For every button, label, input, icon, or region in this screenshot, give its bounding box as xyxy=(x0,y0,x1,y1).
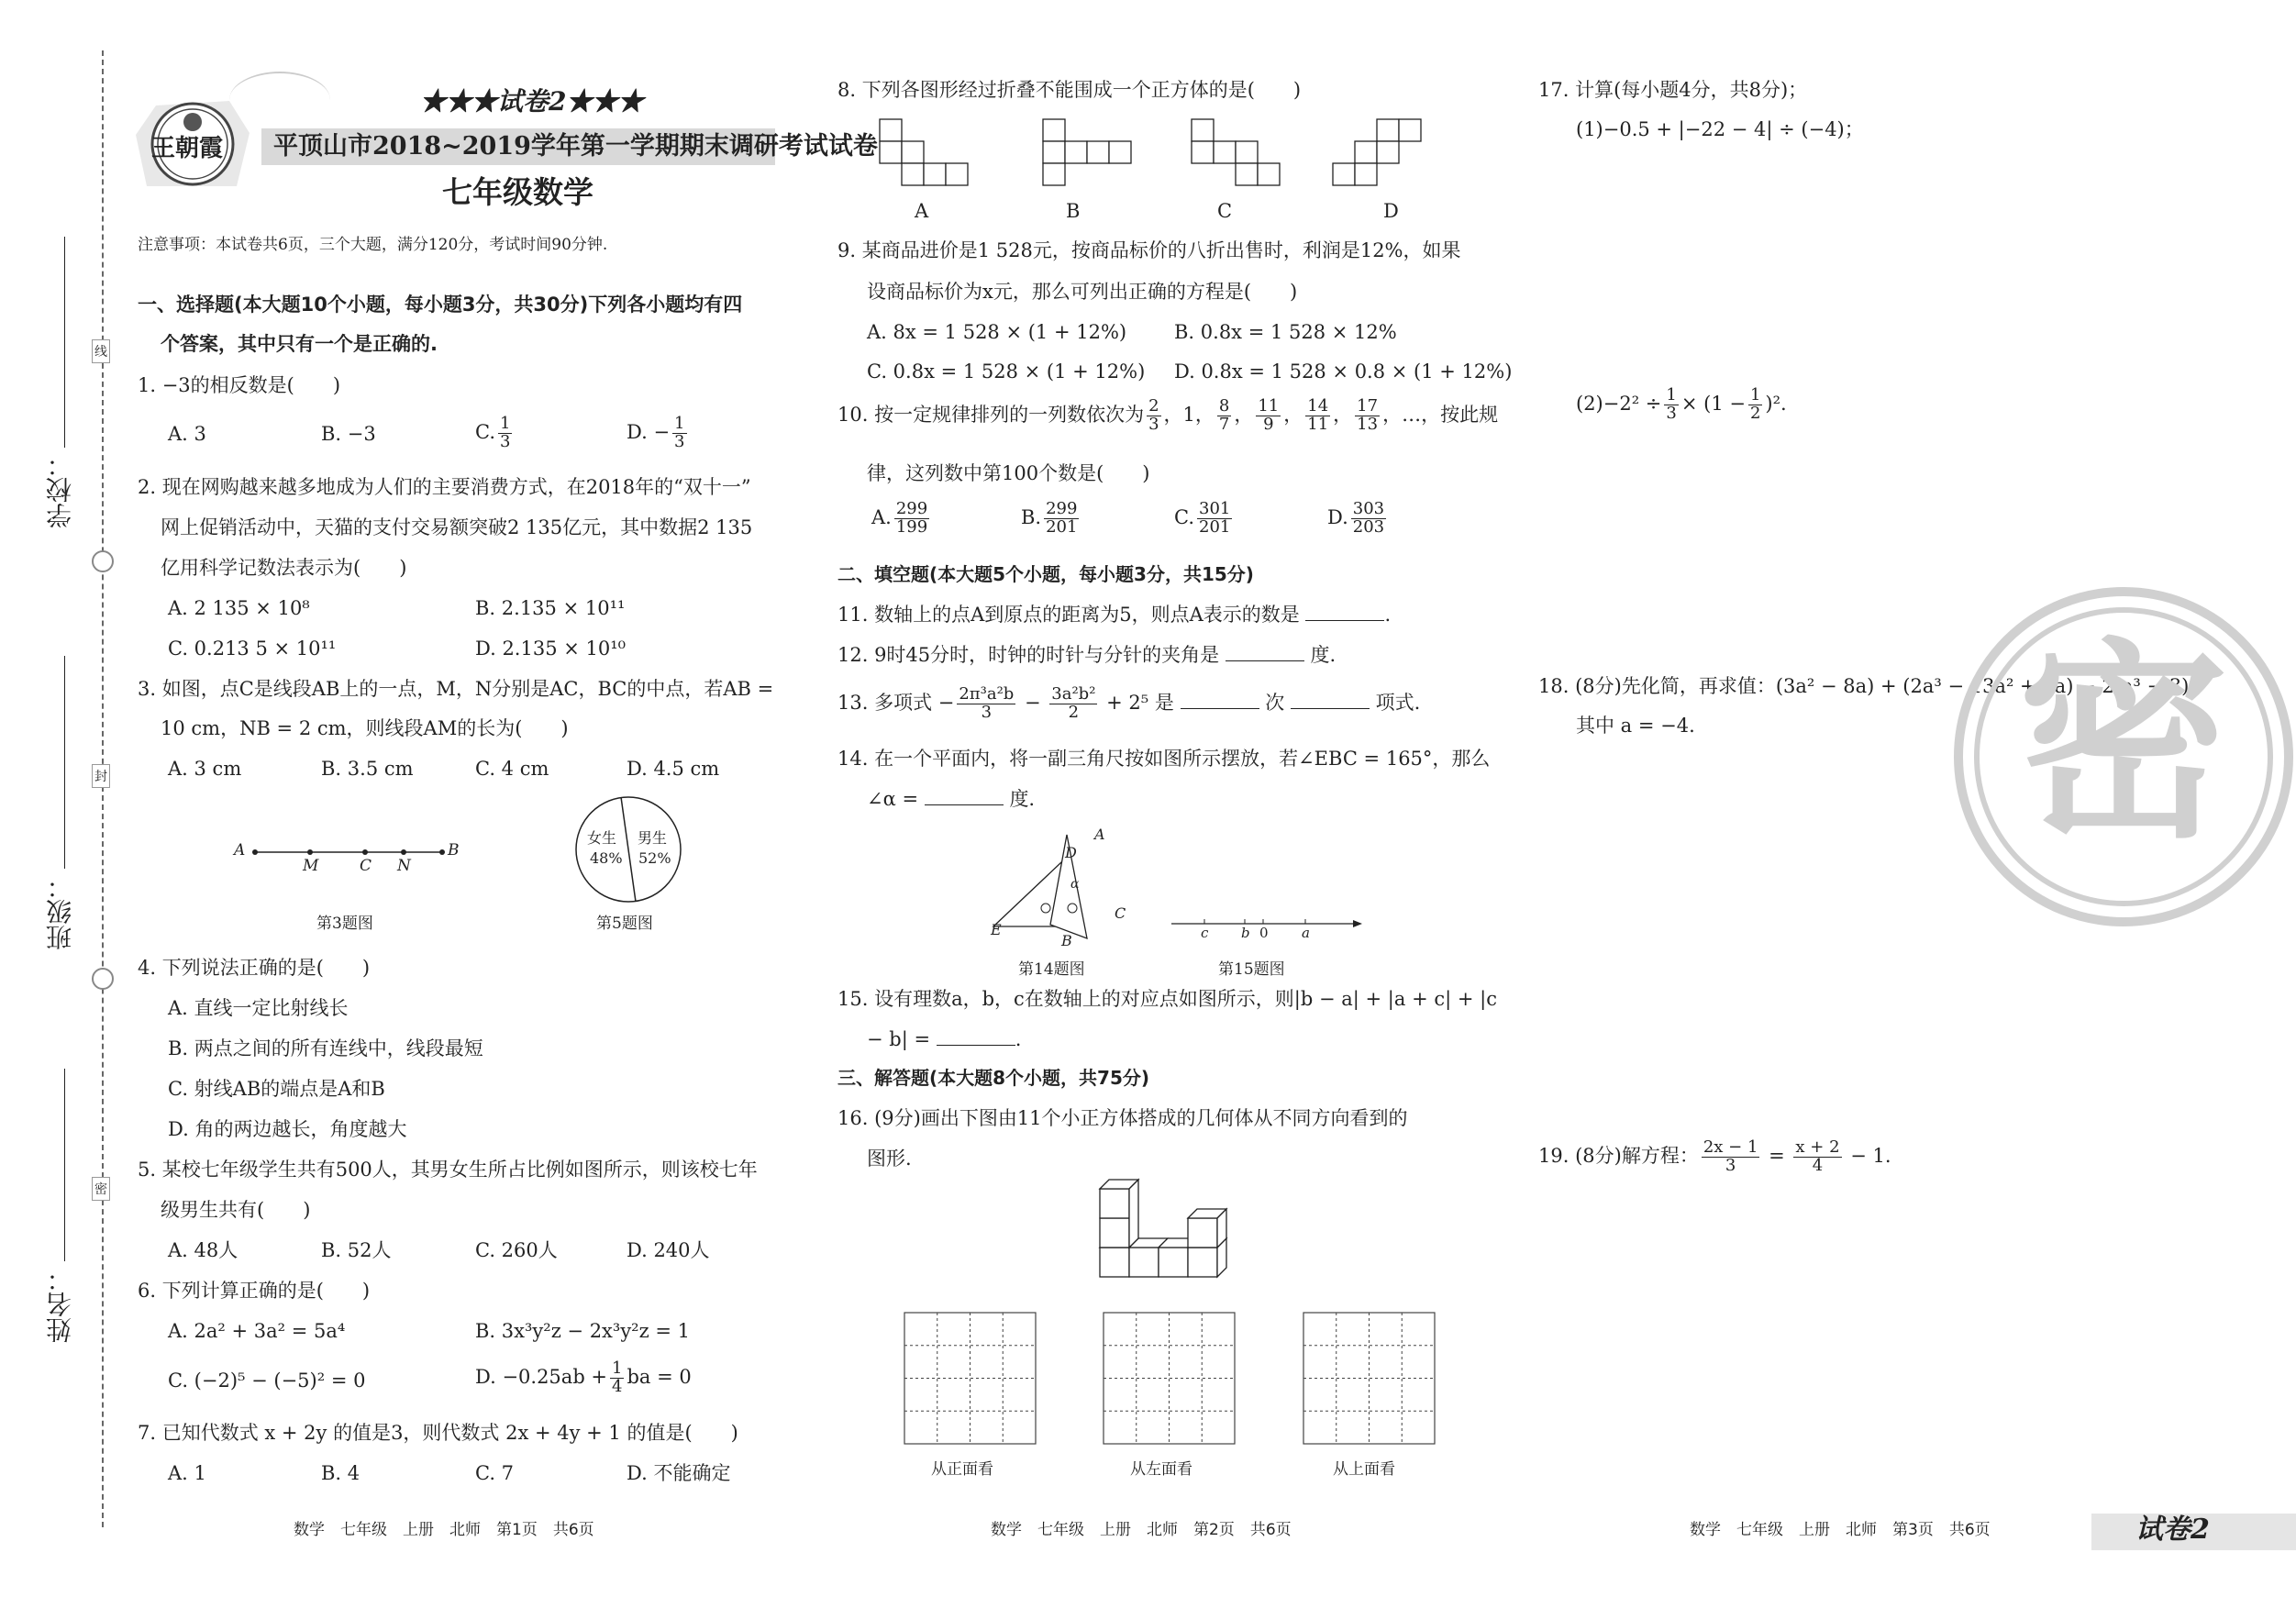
section1-title: 一、选择题(本大题10个小题，每小题3分，共30分)下列各小题均有四 xyxy=(138,294,743,316)
q17-p2-mid: × (1 − xyxy=(1680,392,1746,415)
q12-answer-blank[interactable] xyxy=(1226,644,1304,661)
seal-mark-xian: 线 xyxy=(92,339,110,363)
q3-figure-caption: 第3题图 xyxy=(316,915,373,933)
q3-figure xyxy=(229,835,468,881)
q8-label-a[interactable]: A xyxy=(915,200,929,222)
q16-front-view-grid[interactable] xyxy=(904,1312,1037,1445)
q19 xyxy=(1538,1139,1891,1175)
q2-line1: 2. 现在网购越来越多地成为人们的主要消费方式，在2018年的“双十一” xyxy=(138,476,751,498)
q14-end: 度. xyxy=(1009,788,1036,810)
school-blank xyxy=(64,237,65,448)
q6-d-post: ba = 0 xyxy=(627,1365,692,1388)
q16-line2: 图形. xyxy=(867,1148,912,1170)
q10-d-fraction: $\frac{303}{203}$ xyxy=(1352,499,1385,537)
q11-end: . xyxy=(1384,604,1392,626)
q15-pt-a: a xyxy=(1302,925,1310,941)
q13-pre: 13. 多项式 − xyxy=(837,691,955,714)
q15-pt-0: 0 xyxy=(1259,925,1269,941)
q6-d-fraction: $\frac{1}{4}$ xyxy=(612,1359,623,1396)
q8-label-c[interactable]: C xyxy=(1217,200,1233,222)
q10-seq-1: $\frac{2}{3}$ xyxy=(1148,396,1159,434)
q7-option-c[interactable]: C. 7 xyxy=(475,1462,515,1484)
q14-pt-c: C xyxy=(1115,904,1126,922)
q19-fraction-left: $\frac{2x - 1}{3}$ xyxy=(1703,1137,1758,1175)
q9-option-c[interactable]: C. 0.8x = 1 528 × (1 + 12%) xyxy=(867,360,1146,383)
q5-boy-label: 男生 xyxy=(638,829,668,847)
q3-line2: 10 cm，NB = 2 cm，则线段AM的长为( ) xyxy=(161,717,569,739)
q9-line2: 设商品标价为x元，那么可列出正确的方程是( ) xyxy=(867,281,1298,303)
secret-seal-watermark xyxy=(1954,587,2293,926)
q10-a-fraction: $\frac{299}{199}$ xyxy=(895,499,928,537)
q11-answer-blank[interactable] xyxy=(1305,604,1384,621)
brand-name: 王朝霞 xyxy=(151,135,224,162)
q3-point-a: A xyxy=(234,841,246,859)
q17-fraction-third: $\frac{1}{3}$ xyxy=(1666,385,1677,423)
q10-post: ，…，按此规 xyxy=(1382,403,1499,426)
ribbon-decoration xyxy=(229,72,330,128)
binding-line xyxy=(102,50,104,1527)
q14-line1: 14. 在一个平面内，将一副三角尺按如图所示摆放，若∠EBC = 165°，那么 xyxy=(837,748,1491,770)
q15-number-line xyxy=(1170,913,1371,949)
q16-line1: 16. (9分)画出下图由11个小正方体搭成的几何体从不同方向看到的 xyxy=(837,1107,1408,1129)
q14-alpha: α xyxy=(1070,877,1080,892)
q4-option-a[interactable]: A. 直线一定比射线长 xyxy=(168,997,349,1019)
q16-left-view-label: 从左面看 xyxy=(1130,1460,1192,1479)
q13-blank-terms[interactable] xyxy=(1291,692,1370,709)
q6-option-b[interactable]: B. 3x³y²z − 2x³y²z = 1 xyxy=(475,1320,690,1342)
q1-c-label: C. xyxy=(475,420,495,443)
q1-option-c[interactable] xyxy=(475,416,515,451)
footer-page1: 数学 七年级 上册 北师 第1页 共6页 xyxy=(294,1521,594,1539)
q7-option-b[interactable]: B. 4 xyxy=(321,1462,360,1484)
q15-figure-caption: 第15题图 xyxy=(1218,960,1285,979)
q10-option-d[interactable] xyxy=(1327,501,1389,537)
notice: 注意事项：本试卷共6页，三个大题，满分120分，考试时间90分钟. xyxy=(138,236,608,254)
q15-l2: − b| = xyxy=(867,1028,931,1050)
q4-option-d[interactable]: D. 角的两边越长，角度越大 xyxy=(168,1118,407,1140)
q15-line1: 15. 设有理数a，b，c在数轴上的对应点如图所示，则|b − a| + |a + c| + |c xyxy=(837,988,1497,1010)
q3-point-n: N xyxy=(397,857,411,875)
q14-angle: ∠α = xyxy=(867,788,919,810)
q13: 13. 多项式 − $\frac{\text{2π³a²b}}{3}$ − $\frac{\text{3a²b²}}{2}$ + 2⁵ 是 次 项式. xyxy=(837,684,1421,722)
q10-option-c[interactable] xyxy=(1174,501,1235,537)
q2-line3: 亿用科学记数法表示为( ) xyxy=(161,557,407,579)
exam-title: 平顶山市2018~2019学年第一学期期末调研考试试卷 xyxy=(273,132,878,161)
q5-option-d[interactable]: D. 240人 xyxy=(627,1239,710,1261)
q10-line1: 10. 按一定规律排列的一列数依次为 $\frac{2}{3}$ ，1， $\frac{8}{7}$ ， $\frac{11}{9}$ ， $\frac{14}{11}$ ， $\frac{17}{13}$ ，…，按此规 xyxy=(837,396,1499,434)
q6-option-c[interactable]: C. (−2)⁵ − (−5)² = 0 xyxy=(168,1370,366,1392)
q3-option-c[interactable]: C. 4 cm xyxy=(475,758,549,780)
q1-stem: 1. −3的相反数是( ) xyxy=(138,374,341,396)
q14-figure-caption: 第14题图 xyxy=(1018,960,1085,979)
q10-option-b[interactable] xyxy=(1021,501,1081,537)
q3-line1: 3. 如图，点C是线段AB上的一点，M，N分别是AC，BC的中点，若AB = xyxy=(138,678,774,700)
q17-part2 xyxy=(1576,387,1787,423)
name-label: 姓名： xyxy=(45,1266,75,1343)
q2-option-c[interactable]: C. 0.213 5 × 10¹¹ xyxy=(168,638,337,660)
q10-line2: 律，这列数中第100个数是( ) xyxy=(867,462,1150,484)
q14-line2 xyxy=(867,788,1035,811)
q8-label-b[interactable]: B xyxy=(1066,200,1081,222)
q5-line2: 级男生共有( ) xyxy=(161,1199,311,1221)
q16-solid-figure xyxy=(1096,1172,1252,1287)
footer-tag: 试卷2 xyxy=(2135,1514,2210,1546)
q1-d-label: D. − xyxy=(627,420,671,443)
q10-seq-3: $\frac{11}{9}$ xyxy=(1258,396,1280,434)
q10-option-a[interactable] xyxy=(871,501,932,537)
q15-answer-blank[interactable] xyxy=(937,1028,1015,1046)
q5-girl-pct: 48% xyxy=(590,849,623,867)
q5-boy-pct: 52% xyxy=(638,849,671,867)
q4-option-b[interactable]: B. 两点之间的所有连线中，线段最短 xyxy=(168,1037,483,1059)
q10-b-label: B. xyxy=(1021,505,1042,528)
q13-fraction-2: $\frac{\text{3a²b²}}{2}$ xyxy=(1051,684,1096,722)
binding-hole-icon xyxy=(92,550,114,572)
q5-figure-caption: 第5题图 xyxy=(596,915,653,933)
q12 xyxy=(837,644,1336,667)
class-blank xyxy=(64,656,65,869)
q17-stem: 17. 计算(每小题4分，共8分)； xyxy=(1538,79,1808,101)
q19-eq: = xyxy=(1769,1144,1785,1167)
q14-pt-e: E xyxy=(991,921,1002,938)
q1-option-d[interactable] xyxy=(627,416,690,451)
q14-figure xyxy=(986,824,1142,952)
q19-post: − 1. xyxy=(1850,1144,1891,1167)
q3-option-b[interactable]: B. 3.5 cm xyxy=(321,758,414,780)
footer-page2: 数学 七年级 上册 北师 第2页 共6页 xyxy=(991,1521,1292,1539)
q14-pt-d: D xyxy=(1065,844,1077,861)
q10-pre: 10. 按一定规律排列的一列数依次为 xyxy=(837,403,1145,426)
q10-a-label: A. xyxy=(871,505,892,528)
q3-option-d[interactable]: D. 4.5 cm xyxy=(627,758,720,780)
q1-c-fraction: $\frac{1}{3}$ xyxy=(500,414,511,451)
q15-pt-c: c xyxy=(1201,925,1209,941)
q13-mid: + 2⁵ 是 xyxy=(1106,691,1174,714)
q11-text: 11. 数轴上的点A到原点的距离为5，则点A表示的数是 xyxy=(837,604,1300,626)
q3-point-c: C xyxy=(360,857,372,875)
q8-nets-figure xyxy=(876,117,1436,222)
q14-answer-blank[interactable] xyxy=(925,788,1004,805)
q10-seq-5: $\frac{17}{13}$ xyxy=(1357,396,1379,434)
q5-line1: 5. 某校七年级学生共有500人，其男女生所占比例如图所示，则该校七年 xyxy=(138,1159,758,1181)
section2-title: 二、填空题(本大题5个小题，每小题3分，共15分) xyxy=(837,563,1254,585)
q2-option-d[interactable]: D. 2.135 × 10¹⁰ xyxy=(475,638,627,660)
seal-mark-feng: 封 xyxy=(92,764,110,788)
class-label: 班级： xyxy=(45,873,75,950)
q14-pt-a: A xyxy=(1094,826,1105,843)
q17-p2-post: )². xyxy=(1765,392,1787,415)
q9-option-b[interactable]: B. 0.8x = 1 528 × 12% xyxy=(1174,321,1397,343)
q4-stem: 4. 下列说法正确的是( ) xyxy=(138,957,371,979)
q10-seq-2: $\frac{8}{7}$ xyxy=(1218,396,1230,434)
seal-mark-mi: 密 xyxy=(92,1177,110,1201)
q19-fraction-right: $\frac{x + 2}{4}$ xyxy=(1795,1137,1840,1175)
q17-part1: (1)−0.5 + |−22 − 4| ÷ (−4)； xyxy=(1576,118,1864,140)
exam-tag: ★★★试卷2★★★ xyxy=(420,86,644,116)
q7-option-a[interactable]: A. 1 xyxy=(168,1462,206,1484)
q8-label-d[interactable]: D xyxy=(1383,200,1399,222)
q17-p2-pre: (2)−2² ÷ xyxy=(1576,392,1662,415)
q15-pt-b: b xyxy=(1241,925,1250,941)
q6-option-d[interactable] xyxy=(475,1360,692,1396)
q3-point-b: B xyxy=(448,841,460,859)
school-label: 学校： xyxy=(45,451,75,528)
q10-d-label: D. xyxy=(1327,505,1348,528)
q3-point-m: M xyxy=(303,857,319,875)
q5-pie-chart xyxy=(573,794,683,904)
q6-stem: 6. 下列计算正确的是( ) xyxy=(138,1280,371,1302)
q13-fraction-1: $\frac{\text{2π³a²b}}{3}$ xyxy=(959,684,1015,722)
q1-d-fraction: $\frac{1}{3}$ xyxy=(674,414,685,451)
q9-line1: 9. 某商品进价是1 528元，按商品标价的八折出售时，利润是12%，如果 xyxy=(837,239,1461,261)
name-blank xyxy=(64,1069,65,1261)
q18-line2: 其中 a = −4. xyxy=(1576,715,1695,737)
q5-option-a[interactable]: A. 48人 xyxy=(168,1239,238,1261)
q5-girl-label: 女生 xyxy=(587,829,617,847)
q12-end: 度. xyxy=(1310,644,1337,666)
q10-c-label: C. xyxy=(1174,505,1194,528)
q12-text: 12. 9时45分时，时钟的时针与分针的夹角是 xyxy=(837,644,1220,666)
q3-option-a[interactable]: A. 3 cm xyxy=(168,758,242,780)
binding-hole-icon xyxy=(92,968,114,990)
q15-end: . xyxy=(1015,1028,1022,1050)
q19-pre: 19. (8分)解方程： xyxy=(1538,1144,1699,1167)
q18-line1: 18. (8分)先化简，再求值：(3a² − 8a) + (2a³ − 13a² + 2a) − 2(a³ − 3)， xyxy=(1538,675,2209,697)
q5-option-b[interactable]: B. 52人 xyxy=(321,1239,392,1261)
q11 xyxy=(837,604,1391,627)
q8-stem: 8. 下列各图形经过折叠不能围成一个正方体的是( ) xyxy=(837,79,1302,101)
q13-ci: 次 xyxy=(1265,691,1285,714)
q14-pt-b: B xyxy=(1061,932,1072,949)
q17-fraction-half: $\frac{1}{2}$ xyxy=(1749,385,1761,423)
q13-blank-degree[interactable] xyxy=(1181,692,1259,709)
q2-option-b[interactable]: B. 2.135 × 10¹¹ xyxy=(475,597,626,619)
q1-option-b[interactable]: B. −3 xyxy=(321,423,376,445)
q16-front-view-label: 从正面看 xyxy=(931,1460,993,1479)
q10-b-fraction: $\frac{299}{201}$ xyxy=(1046,499,1078,537)
subject-title: 七年级数学 xyxy=(442,174,593,210)
q2-line2: 网上促销活动中，天猫的支付交易额突破2 135亿元，其中数据2 135 xyxy=(161,516,753,538)
q2-option-a[interactable]: A. 2 135 × 10⁸ xyxy=(168,597,310,619)
footer-page3: 数学 七年级 上册 北师 第3页 共6页 xyxy=(1690,1521,1991,1539)
q6-d-pre: D. −0.25ab + xyxy=(475,1365,608,1388)
q9-option-d[interactable]: D. 0.8x = 1 528 × 0.8 × (1 + 12%) xyxy=(1174,360,1513,383)
q7-option-d[interactable]: D. 不能确定 xyxy=(627,1462,731,1484)
q16-left-view-grid[interactable] xyxy=(1103,1312,1236,1445)
q5-option-c[interactable]: C. 260人 xyxy=(475,1239,558,1261)
q1-option-a[interactable]: A. 3 xyxy=(168,423,206,445)
q7-stem: 7. 已知代数式 x + 2y 的值是3，则代数式 2x + 4y + 1 的值是( ) xyxy=(138,1422,738,1444)
q10-seq-4: $\frac{14}{11}$ xyxy=(1307,396,1329,434)
q16-top-view-grid[interactable] xyxy=(1303,1312,1436,1445)
q10-c-fraction: $\frac{301}{201}$ xyxy=(1199,499,1231,537)
q15-line2 xyxy=(867,1028,1021,1051)
q10-sep: ，1， xyxy=(1163,403,1215,426)
q13-end: 项式. xyxy=(1375,691,1421,714)
q16-top-view-label: 从上面看 xyxy=(1333,1460,1395,1479)
q4-option-c[interactable]: C. 射线AB的端点是A和B xyxy=(168,1078,385,1100)
section3-title: 三、解答题(本大题8个小题，共75分) xyxy=(837,1067,1150,1089)
section1-title-l2: 个答案，其中只有一个是正确的. xyxy=(161,333,438,355)
q6-option-a[interactable]: A. 2a² + 3a² = 5a⁴ xyxy=(168,1320,346,1342)
q9-option-a[interactable]: A. 8x = 1 528 × (1 + 12%) xyxy=(867,321,1127,343)
seal-char: 密 xyxy=(2018,619,2230,867)
